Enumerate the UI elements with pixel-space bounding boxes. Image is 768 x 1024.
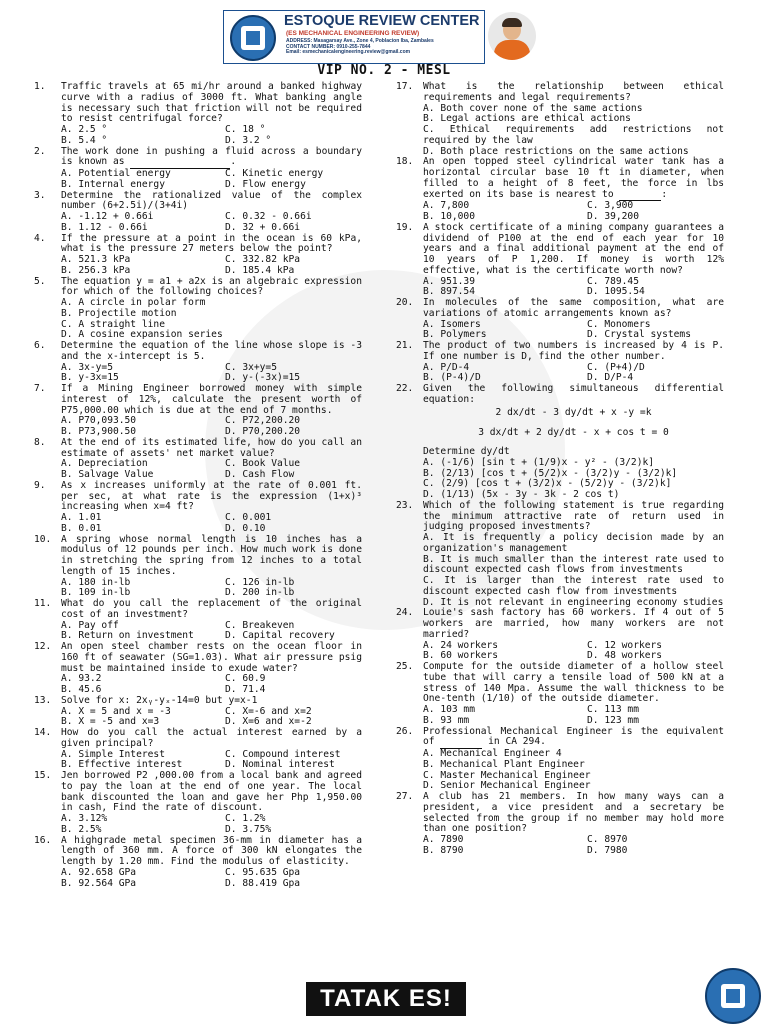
equation-line: 2 dx/dt - 3 dy/dt + x -y =k xyxy=(495,406,652,418)
question-number: 22. xyxy=(396,383,414,394)
answer-option: B. 2.5% xyxy=(61,823,102,835)
question-number: 5. xyxy=(34,275,46,287)
question-stem xyxy=(423,501,724,533)
question-stem xyxy=(423,662,724,705)
answer-option: B. 92.564 GPa xyxy=(61,877,137,889)
answer-option: C. X=-6 and x=2 xyxy=(225,705,312,717)
question-number: 13. xyxy=(34,694,52,706)
question-number: 23. xyxy=(396,499,414,511)
question-stem xyxy=(61,82,362,125)
answer-option: B. Projectile motion xyxy=(61,307,177,319)
question-item xyxy=(34,599,362,642)
question-text: An open topped steel cylindrical water tank has a horizontal circular base 10 ft in diameter, when filled to a height of 8 feet, the force in lbs exerted on its base is nearest to xyxy=(423,156,724,200)
answer-option: B. Effective interest xyxy=(61,759,183,771)
answer-option: D. 200 in-lb xyxy=(225,587,295,599)
answer-option: D. 1095.54 xyxy=(587,286,645,298)
answer-option: C. Compound interest xyxy=(225,748,341,760)
question-text: Determine the rationalized value of the complex number (6+2.5i)/(3+4i) xyxy=(61,189,362,212)
question-item xyxy=(34,438,362,481)
answer-option: A. A circle in polar form xyxy=(61,297,206,308)
answer-option: C. 789.45 xyxy=(587,275,639,287)
left-question-column xyxy=(34,82,362,889)
equation-line: 3 dx/dt + 2 dy/dt - x + cos t = 0 xyxy=(478,427,669,439)
question-text: In molecules of the same composition, what are variations of atomic arrangements known as? xyxy=(423,297,724,319)
question-text: What is the relationship between ethical requirements and legal requirements? xyxy=(423,81,724,103)
page-title: VIP NO. 2 - MESL xyxy=(317,63,451,78)
question-number: 24. xyxy=(396,607,414,619)
question-item xyxy=(34,836,362,890)
answer-option: B. 45.6 xyxy=(61,684,102,695)
question-text: Which of the following statement is true regarding the minimum attractive rate of return used in judging proposed investments? xyxy=(423,499,724,533)
answer-option: D. 185.4 kPa xyxy=(225,264,295,276)
options-grid xyxy=(61,814,362,836)
answer-option: D. 123 mm xyxy=(587,714,639,726)
answer-option: B. 1.12 - 0.66i xyxy=(61,221,148,233)
answer-option: B. 10,000 xyxy=(423,211,475,222)
answer-option: B. 60 workers xyxy=(423,650,499,662)
question-item xyxy=(34,384,362,438)
options-grid xyxy=(61,125,362,147)
question-number: 3. xyxy=(34,189,46,201)
answer-option: A. Isomers xyxy=(423,318,481,330)
answer-option: A. 24 workers xyxy=(423,639,499,651)
answer-option: A. 1.01 xyxy=(61,512,102,523)
question-text: The work done in pushing a fluid across a boundary is known as xyxy=(61,145,362,168)
answer-option: C. 95.635 Gpa xyxy=(225,866,301,878)
question-text: Determine the equation of the line whose slope is -3 and the x-intercept is 5. xyxy=(61,340,362,362)
answer-option: C. P72,200.20 xyxy=(225,415,301,427)
options-grid xyxy=(423,705,724,727)
options-list xyxy=(423,458,724,501)
options-grid xyxy=(423,320,724,342)
contact-line: CONTACT NUMBER: 0910-255-7844 xyxy=(286,43,371,50)
options-grid xyxy=(61,578,362,600)
question-number: 17. xyxy=(396,81,414,92)
question-stem xyxy=(423,384,724,406)
question-item xyxy=(34,696,362,728)
answer-option: B. (2/13) [cos t + (5/2)x - (3/2)y - (3/2)k] xyxy=(423,467,678,479)
question-item xyxy=(396,792,724,857)
answer-option: B. 256.3 kPa xyxy=(61,264,131,276)
answer-option: A. Both cover none of the same actions xyxy=(423,102,643,114)
question-text-after: Determine dy/dt xyxy=(423,446,510,457)
answer-option: A. Simple Interest xyxy=(61,748,165,760)
question-text: Professional Mechanical Engineer is the equivalent of xyxy=(423,725,724,748)
question-text: A spring whose normal length is 10 inches has a modulus of 12 pounds per inch. How much work is done in stretching the spring from 12 inches to a total length of 15 inches. xyxy=(61,533,362,577)
answer-option: D. 0.10 xyxy=(225,522,266,534)
answer-option: D. (1/13) (5x - 3y - 3k - 2 cos t) xyxy=(423,489,620,500)
answer-option: A. 92.658 GPa xyxy=(61,866,137,878)
answer-option: D. A cosine expansion series xyxy=(61,329,223,341)
question-stem xyxy=(423,298,724,320)
question-number: 1. xyxy=(34,81,46,92)
answer-option: D. Nominal interest xyxy=(225,759,335,771)
answer-option: A. 103 mm xyxy=(423,704,475,715)
email-line: Email: esmechanicalengineering.review@gmail.com xyxy=(286,49,411,56)
question-item xyxy=(34,341,362,384)
question-number: 27. xyxy=(396,791,414,802)
question-item xyxy=(34,728,362,771)
question-text-end: in CA 294. xyxy=(482,736,546,748)
options-grid xyxy=(61,750,362,772)
answer-option: A. 521.3 kPa xyxy=(61,254,131,265)
question-stem xyxy=(61,384,362,416)
answer-option: B. X = -5 and x=3 xyxy=(61,716,160,728)
question-stem xyxy=(423,608,724,640)
question-text: How do you call the actual interest earned by a given principal? xyxy=(61,727,362,749)
question-item xyxy=(396,298,724,341)
answer-option: A. Pay off xyxy=(61,619,119,631)
options-grid xyxy=(61,363,362,385)
question-item xyxy=(34,771,362,836)
question-stem xyxy=(61,836,362,868)
question-stem xyxy=(61,696,362,707)
question-stem xyxy=(423,82,724,104)
options-list xyxy=(423,533,724,608)
answer-option: C. 3,900 xyxy=(587,200,634,212)
answer-option: A. X = 5 and x = -3 xyxy=(61,705,171,717)
options-grid xyxy=(61,621,362,643)
question-item xyxy=(396,384,724,501)
question-stem xyxy=(61,642,362,674)
question-text: At the end of its estimated life, how do you call an estimate of assets' net market value? xyxy=(61,436,362,459)
answer-option: D. Crystal systems xyxy=(587,329,691,341)
answer-option: C. Book Value xyxy=(225,458,301,470)
question-stem xyxy=(61,277,362,299)
center-subtitle: (ES MECHANICAL ENGINEERING REVIEW) xyxy=(286,30,420,37)
answer-option: D. P70,200.20 xyxy=(225,426,301,437)
question-item xyxy=(396,82,724,157)
answer-option: C. (P+4)/D xyxy=(587,361,645,373)
answer-option: B. 93 mm xyxy=(423,714,470,726)
answer-option: D. D/P-4 xyxy=(587,372,634,384)
question-text: Compute for the outside diameter of a hollow steel tube that will carry a tensile load of 500 kN at a stress of 140 Mpa. Assume the wall thickness to be One-tenth (1/10) of the outside diameter. xyxy=(423,661,724,705)
answer-option: D. Both place restrictions on the same actions xyxy=(423,145,689,157)
question-stem xyxy=(61,771,362,814)
question-item xyxy=(34,82,362,147)
options-list xyxy=(61,298,362,341)
answer-option: C. Kinetic energy xyxy=(225,168,324,179)
answer-option: B. Salvage Value xyxy=(61,469,154,480)
question-stem xyxy=(61,191,362,213)
address-line: ADDRESS: Masagarsay Ave., Zone 4, Poblacion Iba, Zambales xyxy=(286,38,434,44)
center-name: ESTOQUE REVIEW CENTER xyxy=(284,13,480,29)
options-grid xyxy=(61,459,362,481)
answer-option: B. (P-4)/D xyxy=(423,372,481,384)
question-item xyxy=(396,157,724,223)
answer-option: D. 32 + 0.66i xyxy=(225,221,301,233)
answer-option: B. 897.54 xyxy=(423,286,475,298)
answer-option: A. 7890 xyxy=(423,834,464,845)
answer-option: C. 0.001 xyxy=(225,512,272,523)
answer-option: A. P/D-4 xyxy=(423,361,470,373)
question-number: 16. xyxy=(34,834,52,846)
answer-option: C. 0.32 - 0.66i xyxy=(225,211,312,222)
answer-option: D. 39,200 xyxy=(587,211,639,222)
question-text: The product of two numbers is increased by 4 is P. If one number is D, find the other number. xyxy=(423,340,724,362)
options-grid xyxy=(61,255,362,277)
question-number: 26. xyxy=(396,725,414,737)
question-stem xyxy=(61,535,362,578)
answer-option: A. 3.12% xyxy=(61,813,108,824)
answer-option: D. Cash Flow xyxy=(225,469,295,480)
right-question-column xyxy=(396,82,724,857)
answer-option: D. Senior Mechanical Engineer xyxy=(423,780,591,792)
question-number: 7. xyxy=(34,383,46,394)
question-text: Traffic travels at 65 mi/hr around a banked highway curve with a radius of 3000 ft. What banking angle is necessary such that friction will not be required to resist centrifugal force? xyxy=(61,81,362,125)
options-list xyxy=(423,749,724,792)
question-item xyxy=(34,642,362,696)
question-text: The equation y = a1 + a2x is an algebraic expression for which of the following choices? xyxy=(61,275,362,298)
question-stem xyxy=(61,728,362,750)
question-item xyxy=(34,147,362,191)
question-number: 9. xyxy=(34,479,46,491)
answer-option: A. (-1/6) [sin t + (1/9)x - y² - (3/2)k] xyxy=(423,456,655,468)
question-number: 19. xyxy=(396,221,414,233)
answer-option: B. P73,900.50 xyxy=(61,426,137,437)
answer-option: C. Breakeven xyxy=(225,619,295,631)
answer-option: B. It is much smaller than the interest rate used to discount expected cash flows from investments xyxy=(423,553,724,576)
options-grid xyxy=(423,641,724,663)
options-list xyxy=(423,104,724,158)
answer-option: D. X=6 and x=-2 xyxy=(225,716,312,728)
answer-option: A. -1.12 + 0.66i xyxy=(61,211,154,222)
answer-option: B. Internal energy xyxy=(61,178,165,190)
answer-option: D. Flow energy xyxy=(225,178,306,190)
options-grid xyxy=(61,868,362,890)
answer-option: D. 88.419 Gpa xyxy=(225,877,301,889)
answer-option: C. 60.9 xyxy=(225,673,266,685)
question-number: 18. xyxy=(396,156,414,168)
question-text: A highgrade metal specimen 36-mm in diameter has a length of 360 mm. A force of 300 kN elongates the length by 1.20 mm. Find the modulus of elasticity. xyxy=(61,834,362,867)
options-grid xyxy=(61,416,362,438)
answer-option: D. 71.4 xyxy=(225,684,266,695)
question-text-end: : xyxy=(661,188,668,200)
question-stem xyxy=(61,147,362,170)
question-text: If a Mining Engineer borrowed money with simple interest of 12%, calculate the present worth of P75,000.00 which is due at the end of 7 months. xyxy=(61,383,362,416)
answer-option: D. 48 workers xyxy=(587,650,663,662)
reviewer-avatar-icon xyxy=(488,12,536,60)
center-contact-block xyxy=(286,39,478,56)
answer-option: D. 3.75% xyxy=(225,823,272,835)
answer-option: B. 8790 xyxy=(423,844,464,856)
question-text: Jen borrowed P2 ,000.00 from a local bank and agreed to pay the loan at the end of one year. The local bank discounted the loan and gave her Php 1,950.00 in cash, Find the rate of discount. xyxy=(61,770,362,814)
question-number: 14. xyxy=(34,727,52,738)
question-number: 11. xyxy=(34,598,52,609)
question-item xyxy=(396,341,724,384)
answer-option: A. 951.39 xyxy=(423,275,475,287)
question-number: 12. xyxy=(34,641,52,652)
question-text: A stock certificate of a mining company guarantees a dividend of P100 at the end of each year for 10 years and a final additional payment at the end of 10 years of P 1,200. If money is worth 12% effective, what is the certificate worth now? xyxy=(423,221,724,276)
answer-option: C. Master Mechanical Engineer xyxy=(423,769,591,781)
answer-option: D. It is not relevant in engineering economy studies xyxy=(423,596,724,608)
answer-option: B. Mechanical Plant Engineer xyxy=(423,758,585,770)
answer-option: A. Potential energy xyxy=(61,168,171,179)
question-item xyxy=(34,277,362,342)
question-item xyxy=(396,223,724,298)
equation-block xyxy=(423,408,724,440)
answer-option: D. Capital recovery xyxy=(225,630,335,642)
answer-option: C. 12 workers xyxy=(587,639,663,651)
answer-option: B. Return on investment xyxy=(61,630,194,642)
question-item xyxy=(34,191,362,234)
header-banner xyxy=(223,10,485,64)
answer-option: B. 0.01 xyxy=(61,522,102,534)
question-text: If the pressure at a point in the ocean is 60 kPa, what is the pressure 27 meters below the point? xyxy=(61,232,362,255)
question-stem xyxy=(61,438,362,460)
answer-option: A. 7,800 xyxy=(423,200,470,212)
answer-option: A. P70,093.50 xyxy=(61,415,137,427)
answer-option: B. y-3x=15 xyxy=(61,372,119,384)
options-grid xyxy=(423,201,724,223)
answer-option: D. 7980 xyxy=(587,844,628,856)
answer-option: A. Depreciation xyxy=(61,458,148,470)
question-number: 21. xyxy=(396,340,414,351)
answer-option: A. 3x-y=5 xyxy=(61,361,113,373)
question-text: What do you call the replacement of the original cost of an investment? xyxy=(61,598,362,620)
options-grid xyxy=(423,363,724,385)
question-stem xyxy=(423,223,724,277)
answer-option: B. 5.4 ° xyxy=(61,134,108,146)
footer-logo-icon xyxy=(705,968,761,1024)
question-item xyxy=(34,481,362,535)
answer-option: C. 332.82 kPa xyxy=(225,254,301,265)
answer-option: B. Legal actions are ethical actions xyxy=(423,113,631,125)
answer-option: C. 18 ° xyxy=(225,124,266,135)
answer-option: C. 3x+y=5 xyxy=(225,361,277,373)
options-grid xyxy=(423,835,724,857)
question-text: Solve for x: 2xᵧ-yₓ-14=0 but y=x-1 xyxy=(61,694,258,706)
question-stem xyxy=(61,481,362,513)
question-item xyxy=(34,535,362,600)
answer-option: C. Ethical requirements add restrictions not required by the law xyxy=(423,124,724,146)
options-grid xyxy=(423,277,724,299)
question-number: 8. xyxy=(34,436,46,448)
footer-slogan: TATAK ES! xyxy=(306,982,466,1016)
answer-option: A. 180 in-lb xyxy=(61,576,131,588)
answer-option: C. 126 in-lb xyxy=(225,576,295,588)
options-grid xyxy=(61,707,362,729)
question-stem xyxy=(61,341,362,363)
question-text: Louie's sash factory has 60 workers. If 4 out of 5 workers are married, how many workers are not married? xyxy=(423,607,724,640)
question-number: 4. xyxy=(34,232,46,244)
question-text: A club has 21 members. In how many ways can a president, a vice president and a secretary be selected from the group if no member may hold more than one position? xyxy=(423,791,724,835)
review-center-logo-icon xyxy=(230,15,276,61)
options-grid xyxy=(61,513,362,535)
question-item xyxy=(396,662,724,727)
question-stem xyxy=(423,341,724,363)
options-grid xyxy=(61,674,362,696)
question-number: 20. xyxy=(396,297,414,308)
answer-option: C. 113 mm xyxy=(587,704,639,715)
question-number: 10. xyxy=(34,533,52,545)
question-text: As x increases uniformly at the rate of 0.001 ft. per sec, at what rate is the expression (1+x)³ increasing when x=4 ft? xyxy=(61,479,362,513)
question-text-end: . xyxy=(230,156,237,168)
question-text: An open steel chamber rests on the ocean floor in 160 ft of seawater (SG=1.03). What air pressure psig must be maintained inside to exude water? xyxy=(61,641,362,674)
question-stem xyxy=(423,792,724,835)
question-item xyxy=(34,234,362,277)
answer-option: A. 2.5 ° xyxy=(61,124,108,135)
answer-option: B. Polymers xyxy=(423,329,487,341)
answer-option: C. Monomers xyxy=(587,318,651,330)
answer-option: D. 3.2 ° xyxy=(225,134,272,146)
answer-option: C. (2/9) [cos t + (3/2)x - (5/2)y - (3/2)k] xyxy=(423,478,672,490)
question-number: 15. xyxy=(34,770,52,781)
answer-option: C. A straight line xyxy=(61,318,165,330)
question-number: 25. xyxy=(396,661,414,672)
question-item xyxy=(396,608,724,662)
answer-option: A. 93.2 xyxy=(61,673,102,685)
question-item xyxy=(396,727,724,793)
answer-option: B. 109 in-lb xyxy=(61,587,131,599)
question-item xyxy=(396,501,724,609)
question-stem xyxy=(423,727,724,750)
question-stem xyxy=(423,157,724,201)
answer-option: C. 1.2% xyxy=(225,813,266,824)
answer-option: D. y-(-3x)=15 xyxy=(225,372,301,384)
question-stem xyxy=(61,234,362,256)
question-number: 2. xyxy=(34,145,46,157)
answer-option: C. It is larger than the interest rate used to discount expected cash flow from investments xyxy=(423,575,724,597)
answer-option: A. It is frequently a policy decision made by an organization's management xyxy=(423,532,724,554)
answer-option: A. Mechanical Engineer 4 xyxy=(423,748,562,759)
options-grid xyxy=(61,212,362,234)
options-grid xyxy=(61,169,362,191)
question-number: 6. xyxy=(34,340,46,351)
answer-option: C. 8970 xyxy=(587,834,628,845)
question-text: Given the following simultaneous differential equation: xyxy=(423,383,724,405)
question-stem xyxy=(61,599,362,621)
